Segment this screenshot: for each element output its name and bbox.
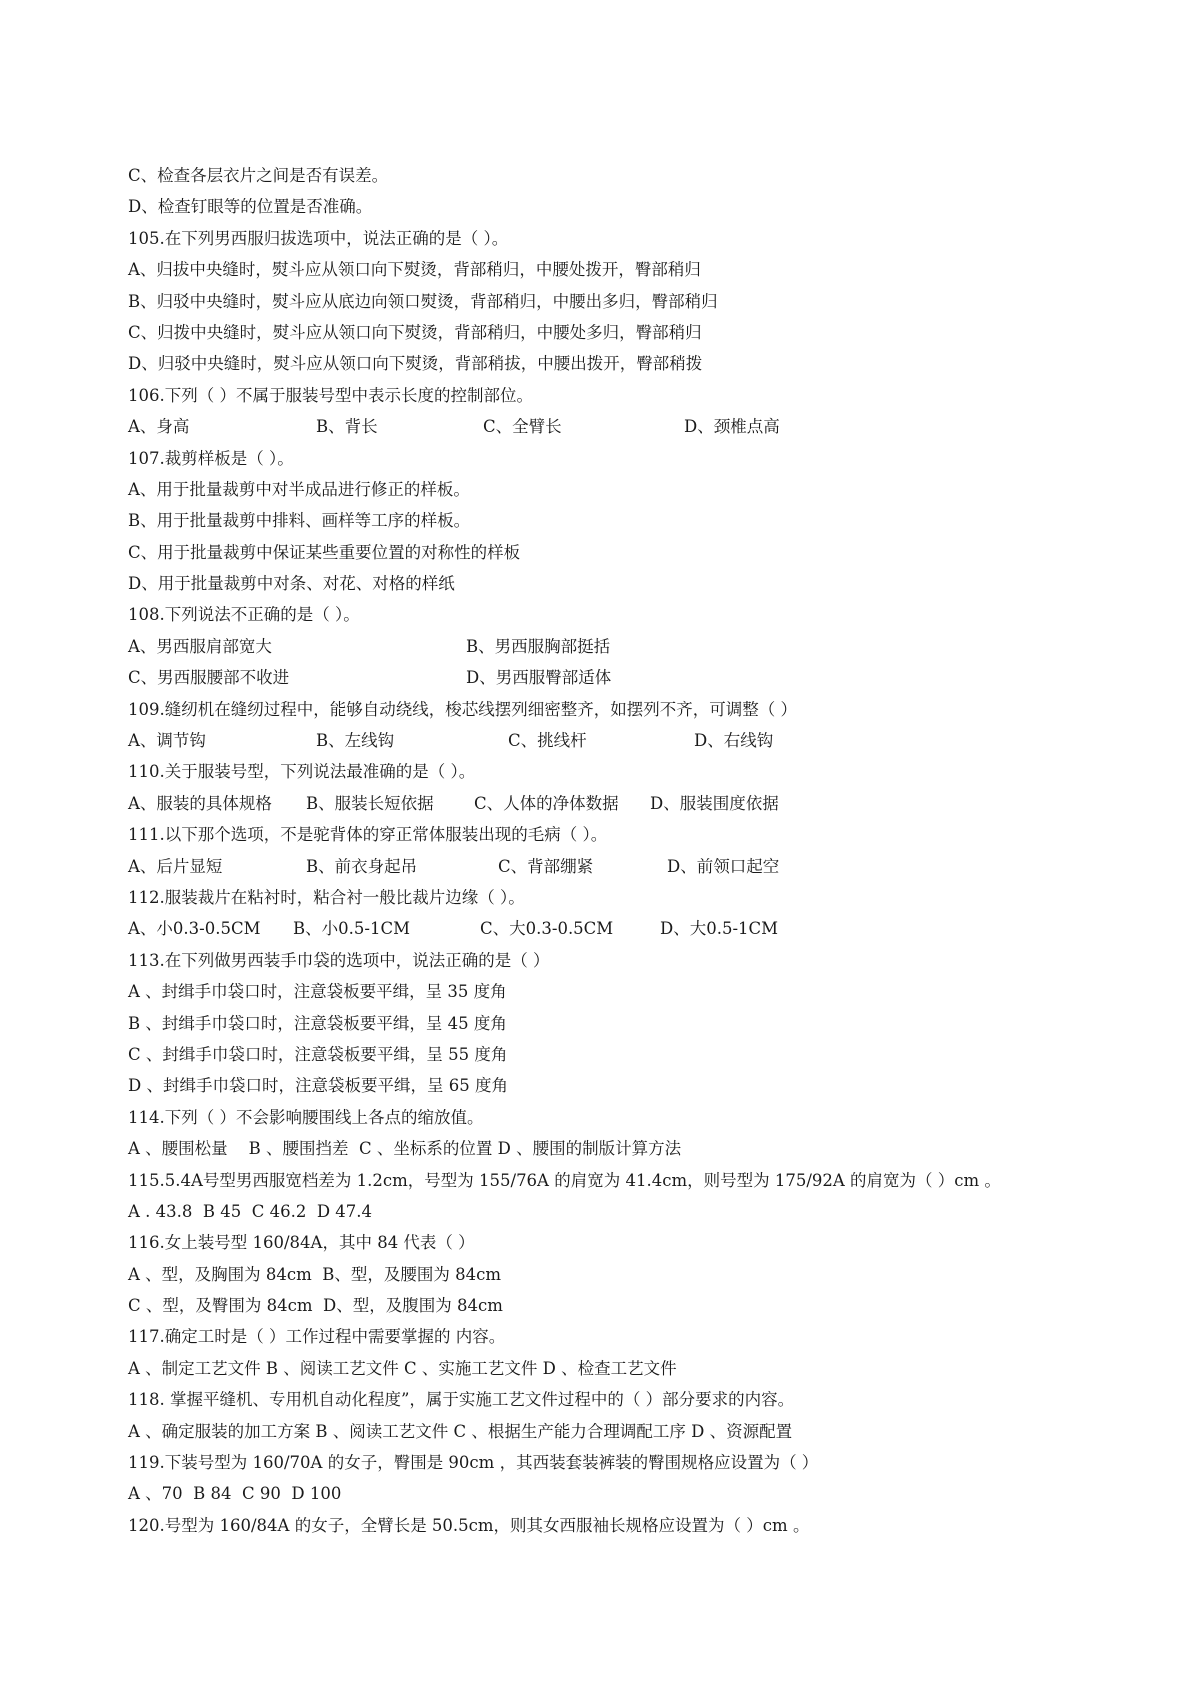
- text-line: 113.在下列做男西装手巾袋的选项中，说法正确的是（ ）: [128, 950, 550, 970]
- answer-option: B、服装长短依据: [306, 793, 434, 813]
- text-line: A . 43.8 B 45 C 46.2 D 47.4: [128, 1201, 373, 1221]
- text-line: B、用于批量裁剪中排料、画样等工序的样板。: [128, 511, 471, 531]
- text-line: 120.号型为 160/84A 的女子，全臂长是 50.5cm，则其女西服袖长规格应设置为（ ）cm 。: [128, 1515, 810, 1535]
- answer-option: D、前领口起空: [667, 856, 780, 876]
- text-line: C 、型，及臀围为 84cm D、型，及腹围为 84cm: [128, 1296, 503, 1316]
- text-line: 118. 掌握平缝机、专用机自动化程度”，属于实施工艺文件过程中的（ ）部分要求的内容。: [128, 1390, 795, 1410]
- answer-option: B、左线钩: [316, 731, 395, 751]
- text-line: B 、封缉手巾袋口时，注意袋板要平缉，呈 45 度角: [128, 1013, 507, 1033]
- text-line: A 、封缉手巾袋口时，注意袋板要平缉，呈 35 度角: [128, 982, 507, 1002]
- text-line: [128, 851, 1168, 882]
- text-line: A 、型，及胸围为 84cm B、型，及腰围为 84cm: [128, 1264, 502, 1284]
- answer-option: C、挑线杆: [508, 731, 587, 751]
- text-line: 109.缝纫机在缝纫过程中，能够自动绕线，梭芯线摆列细密整齐，如摆列不齐，可调整（ ）: [128, 699, 797, 719]
- text-line: D 、封缉手巾袋口时，注意袋板要平缉，呈 65 度角: [128, 1076, 508, 1096]
- text-line: 117.确定工时是（ ）工作过程中需要掌握的 内容。: [128, 1327, 506, 1347]
- text-line: [128, 662, 1168, 693]
- answer-option: C、全臂长: [483, 417, 562, 437]
- answer-option: D、服装围度依据: [650, 793, 779, 813]
- answer-option: A、后片显短: [128, 856, 223, 876]
- text-line: C、用于批量裁剪中保证某些重要位置的对称性的样板: [128, 542, 521, 562]
- text-line: 115.5.4A号型男西服宽档差为 1.2cm，号型为 155/76A 的肩宽为 41.4cm，则号型为 175/92A 的肩宽为（ ）cm 。: [128, 1170, 1001, 1190]
- text-line: D、归驳中央缝时，熨斗应从领口向下熨烫，背部稍拔，中腰出拨开，臀部稍拨: [128, 354, 703, 374]
- text-line: C、归拨中央缝时，熨斗应从领口向下熨烫，背部稍归，中腰处多归，臀部稍归: [128, 322, 702, 342]
- question-list: [128, 160, 1168, 1541]
- answer-option: A、男西服肩部宽大: [128, 636, 272, 656]
- text-line: 106.下列（ ）不属于服装号型中表示长度的控制部位。: [128, 385, 533, 405]
- answer-option: B、前衣身起吊: [306, 856, 418, 876]
- answer-option: A、调节钩: [128, 731, 206, 751]
- answer-option: D、大0.5-1CM: [660, 919, 779, 939]
- answer-option: B、背长: [316, 417, 378, 437]
- answer-option: B、小0.5-1CM: [293, 919, 410, 939]
- text-line: A、用于批量裁剪中对半成品进行修正的样板。: [128, 479, 470, 499]
- answer-option: C、大0.3-0.5CM: [480, 919, 614, 939]
- text-line: [128, 913, 1168, 944]
- text-line: [128, 725, 1168, 756]
- text-line: 107.裁剪样板是（ ）。: [128, 448, 294, 468]
- text-line: 116.女上装号型 160/84A，其中 84 代表（ ）: [128, 1233, 475, 1253]
- answer-option: D、颈椎点高: [684, 417, 780, 437]
- answer-option: A、身高: [128, 417, 190, 437]
- text-line: 108.下列说法不正确的是（ ）。: [128, 605, 360, 625]
- answer-option: A、服装的具体规格: [128, 793, 272, 813]
- text-line: A 、确定服装的加工方案 B 、阅读工艺文件 C 、根据生产能力合理调配工序 D 、资源配置: [128, 1421, 793, 1441]
- text-line: [128, 788, 1168, 819]
- text-line: 119.下装号型为 160/70A 的女子，臀围是 90cm ，其西装套装裤装的臀围规格应设置为（ ）: [128, 1453, 819, 1473]
- text-line: A 、制定工艺文件 B 、阅读工艺文件 C 、实施工艺文件 D 、检查工艺文件: [128, 1358, 677, 1378]
- text-line: D、检查钉眼等的位置是否准确。: [128, 197, 373, 217]
- answer-option: C、人体的净体数据: [474, 793, 619, 813]
- answer-option: D、男西服臀部适体: [466, 668, 612, 688]
- text-line: 105.在下列男西服归拔选项中，说法正确的是（ ）。: [128, 228, 509, 248]
- text-line: 111.以下那个选项，不是驼背体的穿正常体服装出现的毛病（ ）。: [128, 825, 608, 845]
- answer-option: C、男西服腰部不收进: [128, 668, 290, 688]
- answer-option: D、右线钩: [694, 731, 774, 751]
- text-line: A 、腰围松量 B 、腰围挡差 C 、坐标系的位置 D 、腰围的制版计算方法: [128, 1139, 682, 1159]
- text-line: [128, 411, 1168, 442]
- text-line: B、归驳中央缝时，熨斗应从底边向领口熨烫，背部稍归，中腰出多归，臀部稍归: [128, 291, 718, 311]
- text-line: C、检查各层衣片之间是否有误差。: [128, 166, 389, 185]
- answer-option: C、背部绷紧: [498, 856, 594, 876]
- answer-option: A、小0.3-0.5CM: [128, 919, 261, 939]
- text-line: 114.下列（ ）不会影响腰围线上各点的缩放值。: [128, 1107, 484, 1127]
- answer-option: B、男西服胸部挺括: [466, 636, 611, 656]
- text-line: 112.服装裁片在粘衬时，粘合衬一般比裁片边缘（ ）。: [128, 887, 525, 907]
- text-line: D、用于批量裁剪中对条、对花、对格的样纸: [128, 574, 455, 594]
- text-line: [128, 631, 1168, 662]
- text-line: 110.关于服装号型，下列说法最准确的是（ ）。: [128, 762, 476, 782]
- text-line: C 、封缉手巾袋口时，注意袋板要平缉，呈 55 度角: [128, 1044, 508, 1064]
- text-line: A、归拔中央缝时，熨斗应从领口向下熨烫，背部稍归，中腰处拨开，臀部稍归: [128, 260, 701, 280]
- text-line: A 、70 B 84 C 90 D 100: [128, 1484, 342, 1504]
